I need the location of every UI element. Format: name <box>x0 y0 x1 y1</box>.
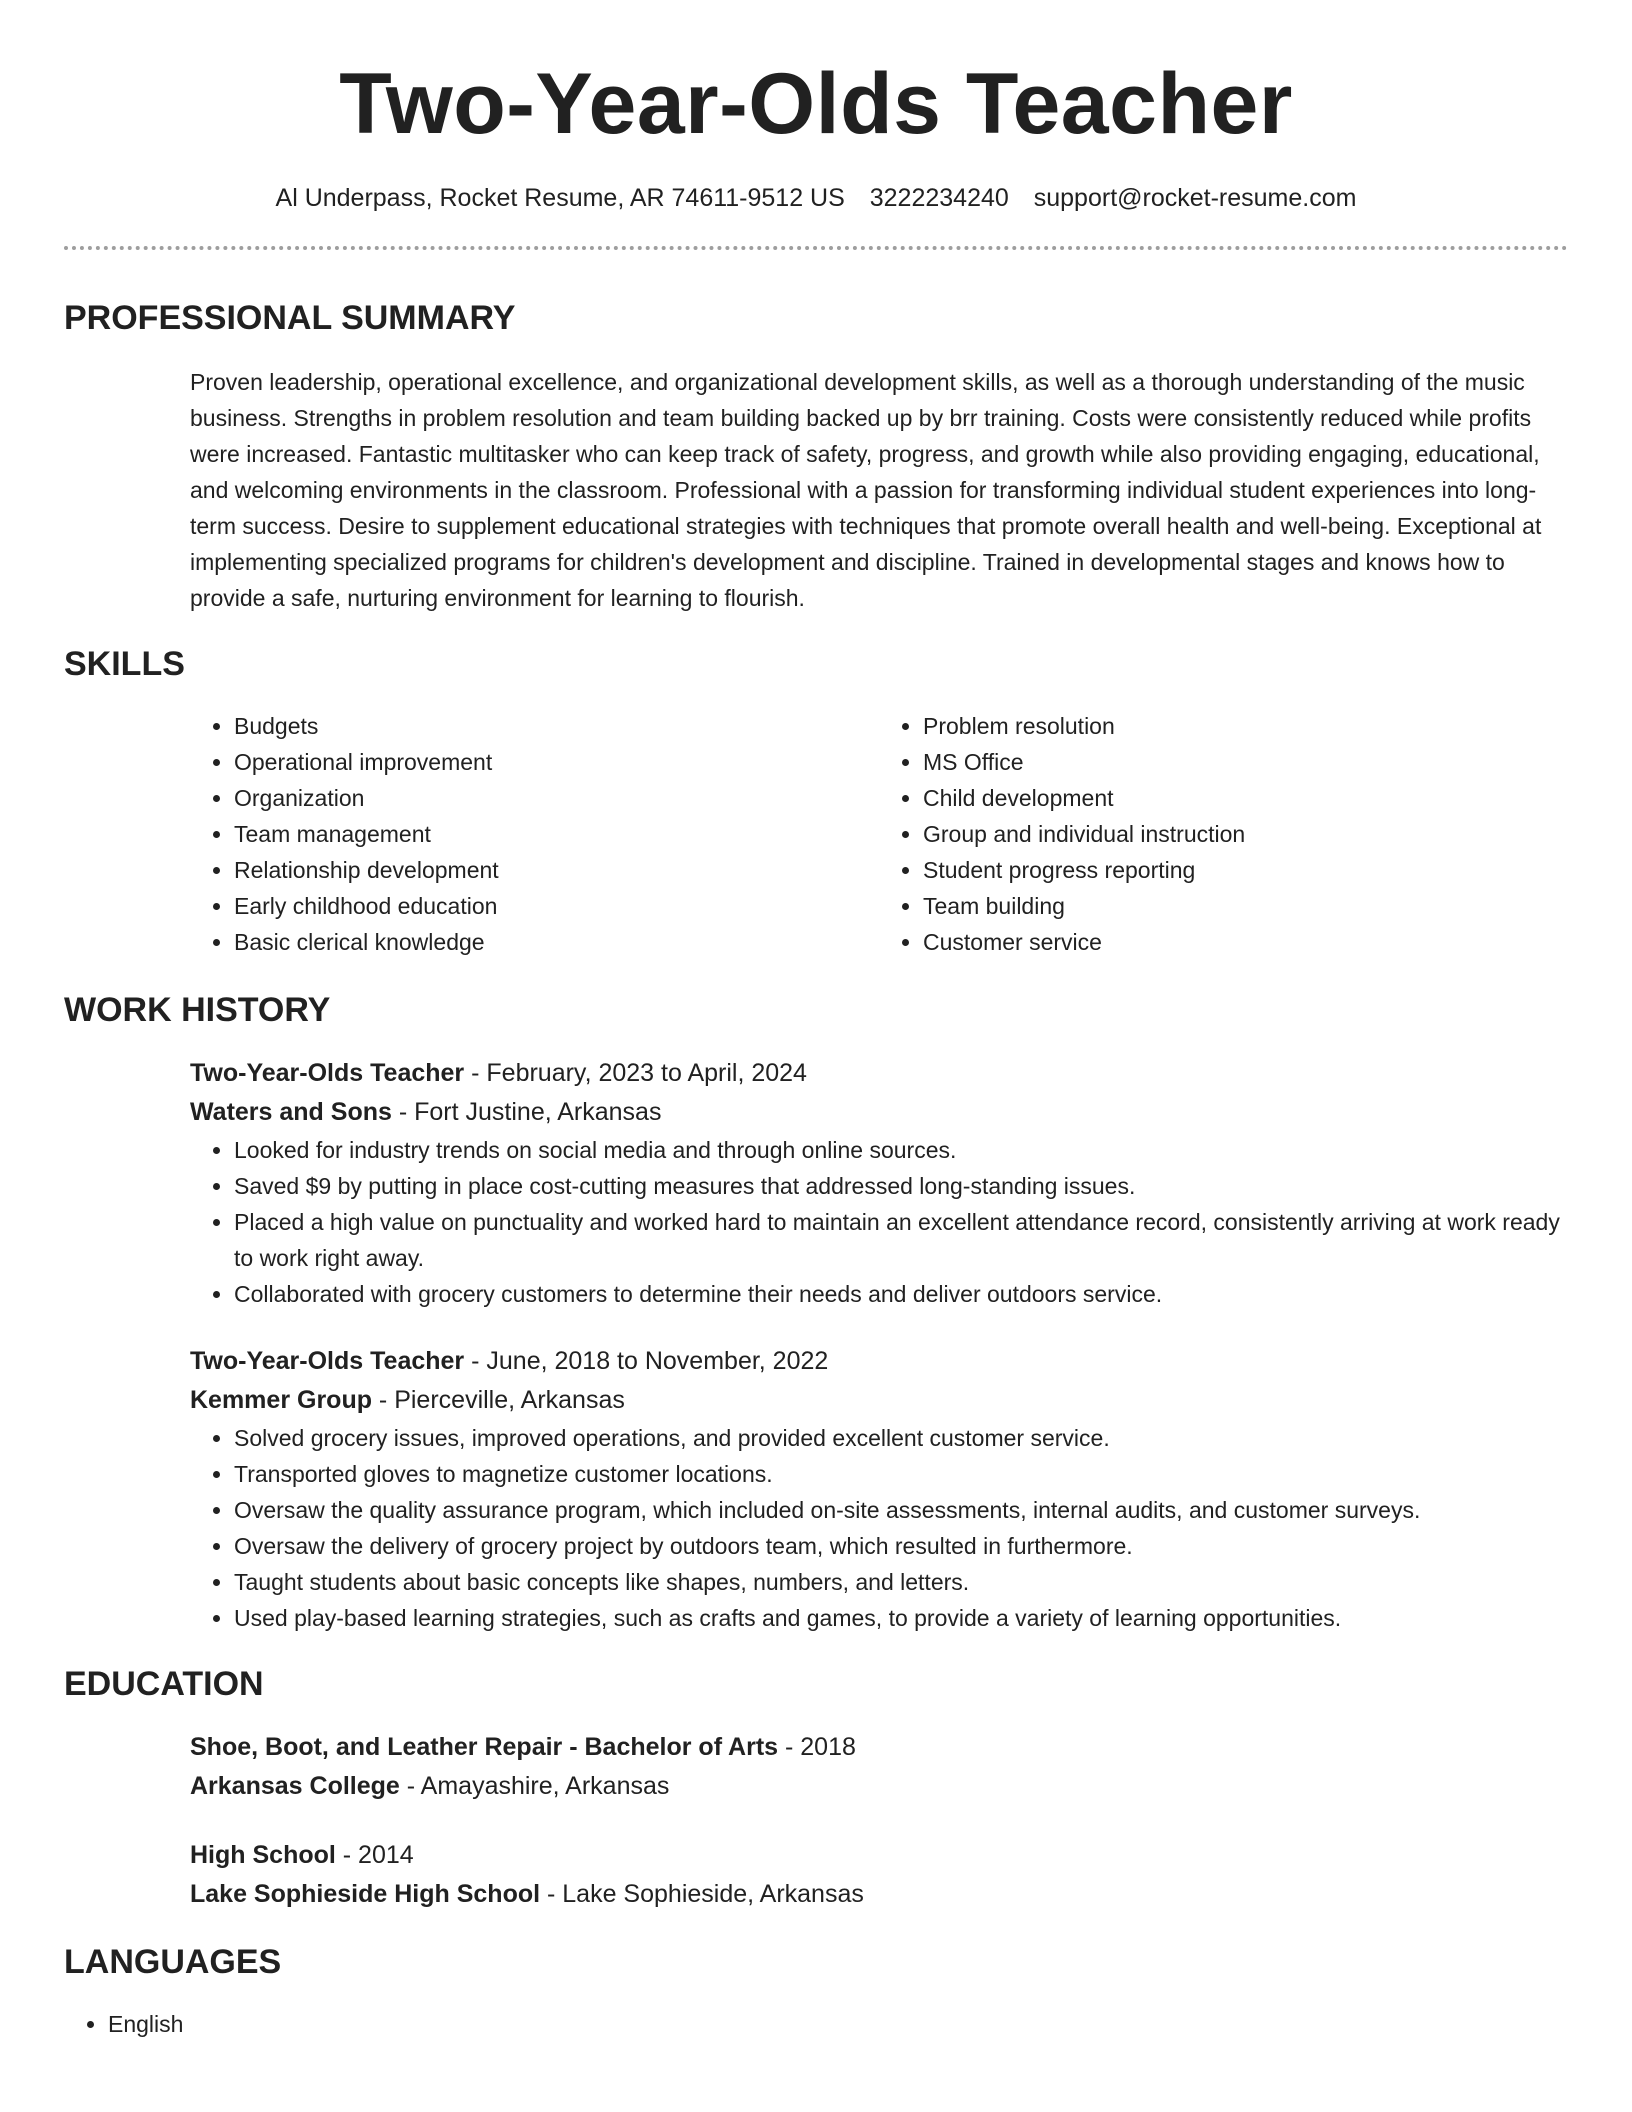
work-title: WORK HISTORY <box>64 991 331 1029</box>
skill-item: • MS Office <box>923 744 1568 780</box>
skill-item: • Customer service <box>923 924 1568 960</box>
job-bullet: • Oversaw the quality assurance program, which included on-site assessments, internal audits, and customer surveys. <box>234 1492 1568 1528</box>
job-bullet: • Looked for industry trends on social media and through online sources. <box>234 1132 1568 1168</box>
skills-section <box>64 644 1568 960</box>
languages-title: LANGUAGES <box>64 1943 282 1981</box>
job-bullets <box>190 1132 1568 1312</box>
skill-item: • Group and individual instruction <box>923 816 1568 852</box>
education-degree: High School <box>190 1841 336 1869</box>
skill-item: • Problem resolution <box>923 708 1568 744</box>
skills-title: SKILLS <box>64 645 185 683</box>
job-company-line <box>190 1381 1568 1420</box>
job-title-line <box>190 1342 1568 1381</box>
education-school-line <box>190 1767 1568 1806</box>
job-location: - Fort Justine, Arkansas <box>391 1098 662 1126</box>
job-bullet: • Collaborated with grocery customers to determine their needs and deliver outdoors service. <box>234 1276 1568 1312</box>
skill-item: • Child development <box>923 780 1568 816</box>
language-item: • English <box>108 2006 1568 2042</box>
contact-phone: 3222234240 <box>869 184 1009 212</box>
header-divider <box>64 246 1568 250</box>
education-title: EDUCATION <box>64 1665 264 1703</box>
job-company-line <box>190 1093 1568 1132</box>
skill-item: • Organization <box>234 780 879 816</box>
skill-item: • Operational improvement <box>234 744 879 780</box>
job-bullets <box>190 1420 1568 1636</box>
resume-name: Two-Year-Olds Teacher <box>339 56 1293 152</box>
job-bullet: • Solved grocery issues, improved operations, and provided excellent customer service. <box>234 1420 1568 1456</box>
contact-address: Al Underpass, Rocket Resume, AR 74611-9512 US <box>275 184 845 212</box>
job-entry <box>190 1342 1568 1636</box>
education-degree: Shoe, Boot, and Leather Repair - Bachelor of Arts <box>190 1733 779 1761</box>
summary-section <box>64 298 1568 616</box>
education-school: Arkansas College <box>190 1772 400 1800</box>
job-entry <box>190 1054 1568 1312</box>
education-location: - Amayashire, Arkansas <box>399 1772 670 1800</box>
education-school: Lake Sophieside High School <box>190 1880 541 1908</box>
job-role: Two-Year-Olds Teacher <box>190 1347 465 1375</box>
education-school-line <box>190 1875 1568 1914</box>
skill-item: • Relationship development <box>234 852 879 888</box>
skill-item: • Budgets <box>234 708 879 744</box>
skills-list-left <box>190 708 879 960</box>
job-dates: - February, 2023 to April, 2024 <box>464 1059 807 1087</box>
skill-item: • Basic clerical knowledge <box>234 924 879 960</box>
job-dates: - June, 2018 to November, 2022 <box>464 1347 829 1375</box>
education-entry <box>190 1836 1568 1914</box>
summary-title: PROFESSIONAL SUMMARY <box>64 299 516 337</box>
job-location: - Pierceville, Arkansas <box>371 1386 625 1414</box>
education-location: - Lake Sophieside, Arkansas <box>540 1880 864 1908</box>
education-degree-line <box>190 1728 1568 1767</box>
education-entry <box>190 1728 1568 1806</box>
education-year: - 2014 <box>335 1841 414 1869</box>
job-bullet: • Placed a high value on punctuality and worked hard to maintain an excellent attendance record, consistently arriving at work ready to work right away. <box>234 1204 1568 1276</box>
summary-text: Proven leadership, operational excellence, and organizational development skills, as well as a thorough understanding of the music business. Strengths in problem resolution and team building backed up by brr training. Costs were consistently reduced while profits were increased. Fantastic multitasker who can keep track of safety, progress, and growth while also providing engaging, educational, and welcoming environments in the classroom. Professional with a passion for transforming individual student experiences into long-term success. Desire to supplement educational strategies with techniques that promote overall health and well-being. Exceptional at implementing specialized programs for children's development and discipline. Trained in developmental stages and knows how to provide a safe, nurturing environment for learning to flourish. <box>190 369 1542 611</box>
education-year: - 2018 <box>778 1733 856 1761</box>
languages-section <box>64 1942 1568 2042</box>
skills-grid <box>190 708 1568 960</box>
skill-item: • Team building <box>923 888 1568 924</box>
job-role: Two-Year-Olds Teacher <box>190 1059 465 1087</box>
skill-item: • Student progress reporting <box>923 852 1568 888</box>
job-title-line <box>190 1054 1568 1093</box>
contact-line <box>64 182 1568 214</box>
education-section <box>64 1664 1568 1914</box>
job-company: Kemmer Group <box>190 1386 372 1414</box>
contact-email[interactable]: support@rocket-resume.com <box>1033 184 1357 212</box>
job-bullet: • Oversaw the delivery of grocery project by outdoors team, which resulted in furthermore. <box>234 1528 1568 1564</box>
skill-item: • Early childhood education <box>234 888 879 924</box>
education-degree-line <box>190 1836 1568 1875</box>
job-bullet: • Used play-based learning strategies, such as crafts and games, to provide a variety of learning opportunities. <box>234 1600 1568 1636</box>
work-section <box>64 990 1568 1636</box>
job-bullet: • Transported gloves to magnetize customer locations. <box>234 1456 1568 1492</box>
skills-list-right <box>879 708 1568 960</box>
languages-list <box>64 2006 1568 2042</box>
job-bullet: • Saved $9 by putting in place cost-cutting measures that addressed long-standing issues. <box>234 1168 1568 1204</box>
skill-item: • Team management <box>234 816 879 852</box>
job-company: Waters and Sons <box>190 1098 392 1126</box>
job-bullet: • Taught students about basic concepts like shapes, numbers, and letters. <box>234 1564 1568 1600</box>
